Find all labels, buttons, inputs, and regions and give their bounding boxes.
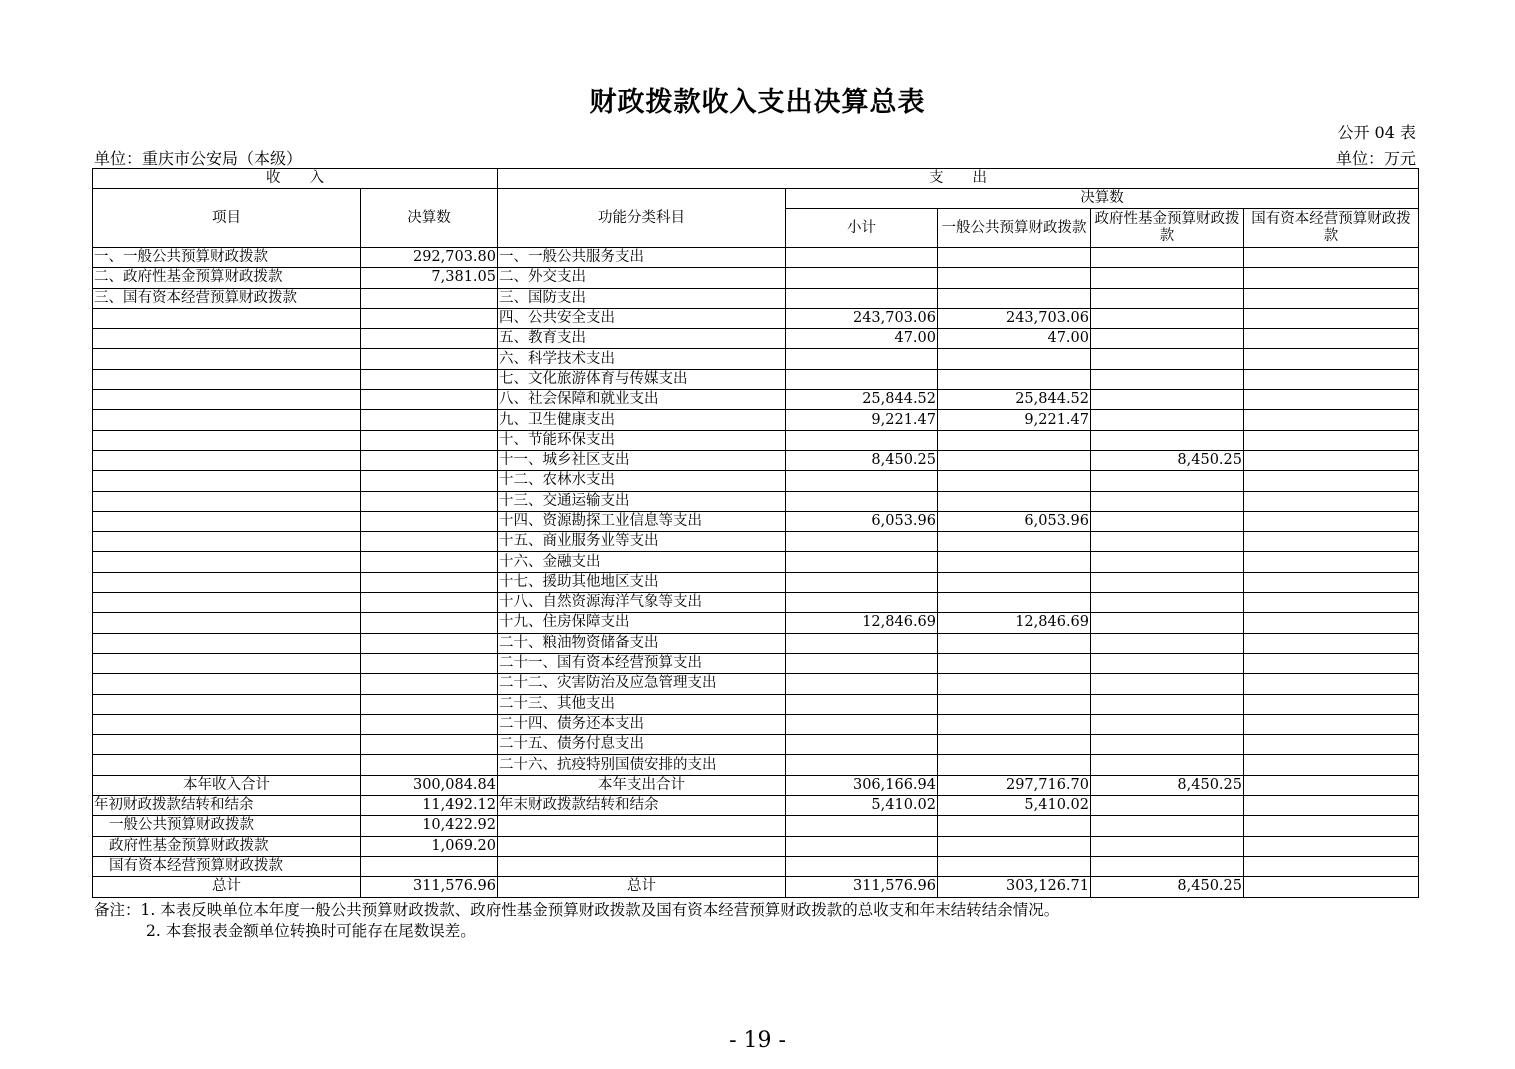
cell-subtotal: [786, 755, 938, 775]
cell-general: [938, 532, 1091, 552]
expense-total-label: 本年支出合计: [498, 775, 786, 795]
cell-fund: [1091, 613, 1244, 633]
cell-general: [938, 349, 1091, 369]
cell-general: [938, 674, 1091, 694]
cell-fund: [1091, 308, 1244, 328]
cell-item: [93, 714, 361, 734]
income-total-row: [93, 775, 1419, 795]
cell-state: [1244, 268, 1419, 288]
cell-item: [93, 572, 361, 592]
general-header: 一般公共预算财政拨款: [938, 209, 1091, 248]
cell-amount: [361, 613, 498, 633]
cell-fund: [1091, 694, 1244, 714]
page-title: 财政拨款收入支出决算总表: [589, 87, 926, 118]
cell-amount: [361, 674, 498, 694]
cell-item: [93, 511, 361, 531]
grand-total-amount: 311,576.96: [361, 877, 498, 897]
cell-amount: [361, 491, 498, 511]
cell-item: [93, 633, 361, 653]
cell-subtotal: [786, 248, 938, 268]
cell-item: 二、政府性基金预算财政拨款: [93, 268, 361, 288]
grand-total-row: [93, 877, 1419, 897]
carry-detail-row: [93, 856, 1419, 876]
expense-total-subtotal: 306,166.94: [786, 775, 938, 795]
carry-out-fund: [1091, 796, 1244, 816]
cell-item: [93, 653, 361, 673]
cell-func: 十一、城乡社区支出: [498, 450, 786, 470]
cell-amount: [361, 593, 498, 613]
cell-func: 二十、粮油物资储备支出: [498, 633, 786, 653]
carry-detail-amount: [361, 856, 498, 876]
cell-general: [938, 714, 1091, 734]
cell-general: [938, 552, 1091, 572]
table-row: [93, 288, 1419, 308]
cell-amount: [361, 308, 498, 328]
carry-detail-amount: 1,069.20: [361, 836, 498, 856]
table-row: [93, 532, 1419, 552]
cell-state: [1244, 248, 1419, 268]
table-row: [93, 329, 1419, 349]
cell-func: 二十四、债务还本支出: [498, 714, 786, 734]
cell-item: [93, 329, 361, 349]
cell-item: [93, 471, 361, 491]
cell-item: [93, 308, 361, 328]
cell-item: [93, 410, 361, 430]
cell-func: 十七、援助其他地区支出: [498, 572, 786, 592]
cell-general: [938, 755, 1091, 775]
table-row: [93, 511, 1419, 531]
cell-general: [938, 248, 1091, 268]
cell-amount: [361, 369, 498, 389]
cell-subtotal: [786, 714, 938, 734]
cell-fund: [1091, 714, 1244, 734]
cell-item: [93, 390, 361, 410]
cell-fund: [1091, 572, 1244, 592]
cell-amount: [361, 572, 498, 592]
cell-func: 十九、住房保障支出: [498, 613, 786, 633]
carry-detail-row: [93, 816, 1419, 836]
cell-state: [1244, 450, 1419, 470]
cell-subtotal: 243,703.06: [786, 308, 938, 328]
cell-func: 五、教育支出: [498, 329, 786, 349]
cell-state: [1244, 593, 1419, 613]
cell-amount: [361, 735, 498, 755]
cell-fund: [1091, 511, 1244, 531]
cell-fund: [1091, 593, 1244, 613]
cell-fund: [1091, 268, 1244, 288]
table-row: [93, 735, 1419, 755]
cell-subtotal: [786, 674, 938, 694]
cell-state: [1244, 674, 1419, 694]
cell-amount: [361, 471, 498, 491]
expense-total-fund: 8,450.25: [1091, 775, 1244, 795]
cell-fund: [1091, 633, 1244, 653]
cell-state: [1244, 532, 1419, 552]
carry-out-subtotal: 5,410.02: [786, 796, 938, 816]
grand-total-label-expense: 总计: [498, 877, 786, 897]
cell-amount: [361, 532, 498, 552]
table-row: [93, 410, 1419, 430]
cell-general: 243,703.06: [938, 308, 1091, 328]
cell-fund: [1091, 532, 1244, 552]
cell-state: [1244, 349, 1419, 369]
cell-fund: [1091, 430, 1244, 450]
carry-in-amount: 11,492.12: [361, 796, 498, 816]
cell-subtotal: [786, 288, 938, 308]
cell-func: 十二、农林水支出: [498, 471, 786, 491]
cell-subtotal: 47.00: [786, 329, 938, 349]
carry-out-state: [1244, 796, 1419, 816]
subtotal-header: 小计: [786, 209, 938, 248]
table-row: [93, 552, 1419, 572]
cell-fund: [1091, 471, 1244, 491]
cell-state: [1244, 694, 1419, 714]
cell-subtotal: [786, 633, 938, 653]
carry-row: [93, 796, 1419, 816]
table-row: [93, 593, 1419, 613]
cell-func: 二十一、国有资本经营预算支出: [498, 653, 786, 673]
cell-func: 三、国防支出: [498, 288, 786, 308]
cell-general: [938, 430, 1091, 450]
cell-general: [938, 369, 1091, 389]
cell-amount: [361, 390, 498, 410]
cell-item: 一、一般公共预算财政拨款: [93, 248, 361, 268]
cell-amount: [361, 288, 498, 308]
cell-amount: 292,703.80: [361, 248, 498, 268]
grand-total-general: 303,126.71: [938, 877, 1091, 897]
cell-amount: [361, 511, 498, 531]
cell-general: 25,844.52: [938, 390, 1091, 410]
cell-item: [93, 491, 361, 511]
cell-subtotal: [786, 369, 938, 389]
carry-out-label: 年末财政拨款结转和结余: [498, 796, 786, 816]
income-header: 收 入: [93, 169, 498, 189]
cell-general: [938, 572, 1091, 592]
cell-func: 十五、商业服务业等支出: [498, 532, 786, 552]
fund-header: 政府性基金预算财政拨款: [1091, 209, 1244, 248]
cell-amount: [361, 633, 498, 653]
grand-total-state: [1244, 877, 1419, 897]
cell-subtotal: 12,846.69: [786, 613, 938, 633]
cell-subtotal: [786, 552, 938, 572]
table-row: [93, 430, 1419, 450]
cell-state: [1244, 430, 1419, 450]
cell-subtotal: 9,221.47: [786, 410, 938, 430]
cell-state: [1244, 308, 1419, 328]
cell-state: [1244, 471, 1419, 491]
final-header: 决算数: [786, 189, 1419, 209]
cell-general: 6,053.96: [938, 511, 1091, 531]
income-total-label: 本年收入合计: [93, 775, 361, 795]
cell-state: [1244, 735, 1419, 755]
cell-subtotal: [786, 268, 938, 288]
cell-state: [1244, 714, 1419, 734]
cell-func: 七、文化旅游体育与传媒支出: [498, 369, 786, 389]
cell-item: [93, 755, 361, 775]
cell-general: 47.00: [938, 329, 1091, 349]
cell-state: [1244, 613, 1419, 633]
cell-subtotal: [786, 349, 938, 369]
cell-func: 二十五、债务付息支出: [498, 735, 786, 755]
cell-func: 十八、自然资源海洋气象等支出: [498, 593, 786, 613]
organization-label: 单位：重庆市公安局（本级）: [94, 149, 303, 168]
expense-header: 支 出: [498, 169, 1419, 189]
table-row: [93, 674, 1419, 694]
cell-state: [1244, 633, 1419, 653]
cell-amount: [361, 329, 498, 349]
cell-fund: 8,450.25: [1091, 450, 1244, 470]
cell-fund: [1091, 755, 1244, 775]
note-2: 2. 本套报表金额单位转换时可能存在尾数误差。: [146, 922, 476, 940]
cell-item: [93, 694, 361, 714]
table-row: [93, 450, 1419, 470]
cell-func: 十四、资源勘探工业信息等支出: [498, 511, 786, 531]
cell-item: [93, 430, 361, 450]
cell-func: 二十三、其他支出: [498, 694, 786, 714]
cell-item: [93, 593, 361, 613]
cell-amount: [361, 349, 498, 369]
table-row: [93, 613, 1419, 633]
func-header: 功能分类科目: [498, 189, 786, 248]
cell-amount: [361, 714, 498, 734]
table-row: [93, 268, 1419, 288]
cell-item: [93, 552, 361, 572]
cell-item: [93, 450, 361, 470]
cell-item: [93, 369, 361, 389]
cell-state: [1244, 410, 1419, 430]
cell-fund: [1091, 674, 1244, 694]
carry-detail-label: 一般公共预算财政拨款: [93, 816, 361, 836]
cell-amount: [361, 410, 498, 430]
cell-func: 六、科学技术支出: [498, 349, 786, 369]
state-header: 国有资本经营预算财政拨款: [1244, 209, 1419, 248]
cell-fund: [1091, 248, 1244, 268]
cell-subtotal: [786, 694, 938, 714]
cell-general: 9,221.47: [938, 410, 1091, 430]
cell-fund: [1091, 390, 1244, 410]
carry-in-label: 年初财政拨款结转和结余: [93, 796, 361, 816]
cell-fund: [1091, 552, 1244, 572]
table-row: [93, 572, 1419, 592]
cell-fund: [1091, 349, 1244, 369]
cell-state: [1244, 511, 1419, 531]
table-row: [93, 653, 1419, 673]
table-row: [93, 349, 1419, 369]
cell-state: [1244, 491, 1419, 511]
cell-func: 一、一般公共服务支出: [498, 248, 786, 268]
cell-general: [938, 633, 1091, 653]
cell-general: [938, 288, 1091, 308]
carry-detail-label: 国有资本经营预算财政拨款: [93, 856, 361, 876]
cell-fund: [1091, 735, 1244, 755]
table-row: [93, 471, 1419, 491]
cell-subtotal: 8,450.25: [786, 450, 938, 470]
cell-state: [1244, 552, 1419, 572]
cell-general: [938, 694, 1091, 714]
table-row: [93, 714, 1419, 734]
cell-fund: [1091, 491, 1244, 511]
carry-detail-row: [93, 836, 1419, 856]
cell-amount: [361, 694, 498, 714]
table-row: [93, 369, 1419, 389]
amount-header: 决算数: [361, 189, 498, 248]
cell-amount: [361, 552, 498, 572]
cell-func: 十、节能环保支出: [498, 430, 786, 450]
grand-total-label: 总计: [93, 877, 361, 897]
carry-detail-amount: 10,422.92: [361, 816, 498, 836]
cell-item: 三、国有资本经营预算财政拨款: [93, 288, 361, 308]
cell-general: [938, 471, 1091, 491]
cell-fund: [1091, 329, 1244, 349]
carry-detail-label: 政府性基金预算财政拨款: [93, 836, 361, 856]
cell-amount: 7,381.05: [361, 268, 498, 288]
cell-state: [1244, 288, 1419, 308]
cell-amount: [361, 755, 498, 775]
cell-subtotal: [786, 653, 938, 673]
cell-general: [938, 491, 1091, 511]
cell-func: 二、外交支出: [498, 268, 786, 288]
expense-total-state: [1244, 775, 1419, 795]
cell-item: [93, 349, 361, 369]
table-row: [93, 248, 1419, 268]
cell-general: [938, 593, 1091, 613]
grand-total-subtotal: 311,576.96: [786, 877, 938, 897]
cell-fund: [1091, 410, 1244, 430]
cell-subtotal: [786, 430, 938, 450]
cell-func: 八、社会保障和就业支出: [498, 390, 786, 410]
table-row: [93, 390, 1419, 410]
cell-subtotal: [786, 471, 938, 491]
unit-label: 单位：万元: [1335, 149, 1416, 168]
cell-item: [93, 532, 361, 552]
cell-amount: [361, 450, 498, 470]
cell-general: [938, 735, 1091, 755]
cell-general: [938, 653, 1091, 673]
cell-general: 12,846.69: [938, 613, 1091, 633]
cell-item: [93, 674, 361, 694]
cell-state: [1244, 369, 1419, 389]
budget-table: [92, 168, 1419, 898]
table-row: [93, 633, 1419, 653]
cell-subtotal: 6,053.96: [786, 511, 938, 531]
notes: [94, 900, 1059, 942]
income-total-amount: 300,084.84: [361, 775, 498, 795]
table-row: [93, 755, 1419, 775]
cell-subtotal: [786, 735, 938, 755]
cell-item: [93, 735, 361, 755]
cell-state: [1244, 653, 1419, 673]
carry-out-general: 5,410.02: [938, 796, 1091, 816]
cell-state: [1244, 755, 1419, 775]
grand-total-fund: 8,450.25: [1091, 877, 1244, 897]
table-row: [93, 491, 1419, 511]
cell-amount: [361, 653, 498, 673]
cell-state: [1244, 390, 1419, 410]
cell-func: 四、公共安全支出: [498, 308, 786, 328]
cell-fund: [1091, 653, 1244, 673]
cell-fund: [1091, 369, 1244, 389]
cell-func: 二十二、灾害防治及应急管理支出: [498, 674, 786, 694]
cell-subtotal: [786, 572, 938, 592]
cell-item: [93, 613, 361, 633]
form-number: 公开 04 表: [1337, 123, 1416, 142]
cell-subtotal: [786, 593, 938, 613]
cell-amount: [361, 430, 498, 450]
note-1: 备注：1. 本表反映单位本年度一般公共预算财政拨款、政府性基金预算财政拨款及国有资本经营预算财政拨款的总收支和年末结转结余情况。: [94, 901, 1060, 919]
cell-func: 十六、金融支出: [498, 552, 786, 572]
cell-general: [938, 450, 1091, 470]
cell-state: [1244, 572, 1419, 592]
cell-func: 二十六、抗疫特别国债安排的支出: [498, 755, 786, 775]
cell-subtotal: [786, 491, 938, 511]
page-number: - 19 -: [729, 1028, 786, 1053]
cell-fund: [1091, 288, 1244, 308]
item-header: 项目: [93, 189, 361, 248]
cell-func: 十三、交通运输支出: [498, 491, 786, 511]
cell-func: 九、卫生健康支出: [498, 410, 786, 430]
expense-total-general: 297,716.70: [938, 775, 1091, 795]
cell-subtotal: [786, 532, 938, 552]
table-row: [93, 308, 1419, 328]
table-row: [93, 694, 1419, 714]
cell-subtotal: 25,844.52: [786, 390, 938, 410]
cell-state: [1244, 329, 1419, 349]
cell-general: [938, 268, 1091, 288]
